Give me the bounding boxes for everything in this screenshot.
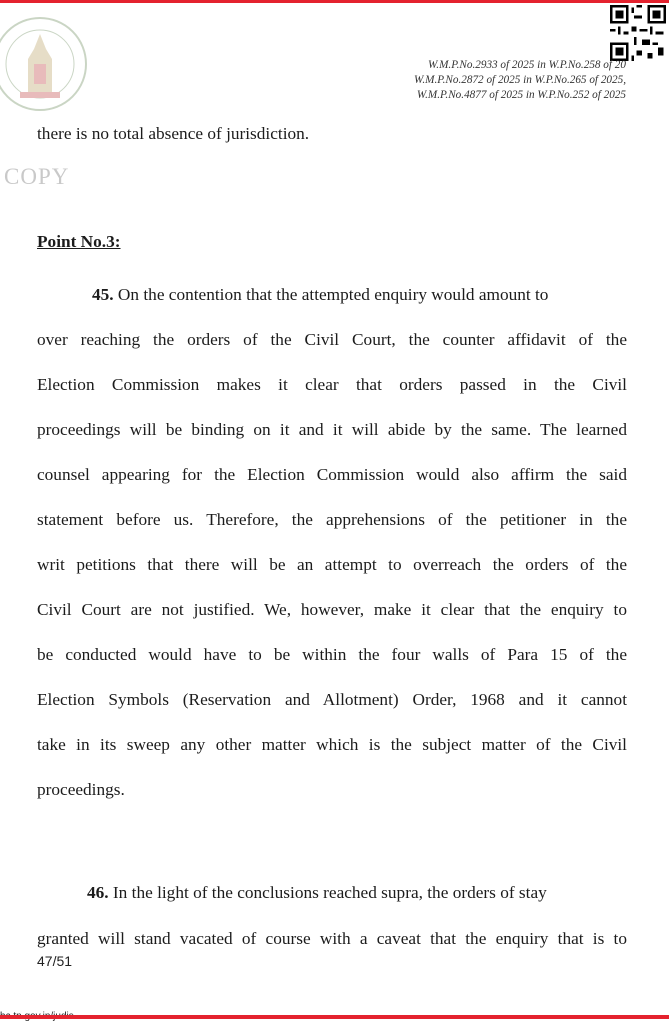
para-45-line: counsel appearing for the Election Commission would also affirm the said: [37, 465, 627, 484]
case-references: [340, 58, 626, 103]
para-45-line: over reaching the orders of the Civil Court, the counter affidavit of the: [37, 330, 627, 349]
para-45-line: Election Commission makes it clear that orders passed in the Civil: [37, 375, 627, 394]
bottom-border: [0, 1015, 669, 1019]
para-45-line: writ petitions that there will be an attempt to overreach the orders of the: [37, 555, 627, 574]
case-ref-line: W.M.P.No.4877 of 2025 in W.P.No.252 of 2025: [416, 89, 626, 101]
para-45-line: Election Symbols (Reservation and Allotment) Order, 1968 and it cannot: [37, 690, 627, 709]
para-45-number: 45.: [92, 285, 114, 304]
para-45-line: statement before us. Therefore, the apprehensions of the petitioner in the: [37, 510, 627, 529]
para-45-line: Civil Court are not justified. We, however, make it clear that the enquiry to: [37, 600, 627, 619]
para-45-line: take in its sweep any other matter which is the subject matter of the Civil: [37, 735, 627, 754]
para-46-line: granted will stand vacated of course with a caveat that the enquiry that is to: [37, 929, 627, 948]
para-45-first-text: On the contention that the attempted enquiry would amount to: [113, 285, 549, 304]
case-ref-line: W.M.P.No.2933 of 2025 in W.P.No.258 of 20: [428, 59, 626, 71]
qr-code-icon: [610, 5, 666, 61]
para-45-line: proceedings will be binding on it and it will abide by the same. The learned: [37, 420, 627, 439]
para-46-number: 46.: [87, 883, 109, 902]
para-45-last-line: proceedings.: [37, 780, 125, 799]
top-border: [0, 0, 669, 3]
point-heading: Point No.3:: [37, 232, 121, 251]
page-number: 47/51: [37, 953, 73, 969]
para-46-first-line: [87, 883, 627, 903]
para-46-first-text: In the light of the conclusions reached supra, the orders of stay: [108, 883, 547, 902]
copy-watermark: COPY: [4, 164, 70, 189]
para-45-first-line: [92, 285, 627, 305]
case-ref-line: W.M.P.No.2872 of 2025 in W.P.No.265 of 2025,: [414, 74, 626, 86]
carryover-text: there is no total absence of jurisdiction.: [37, 124, 310, 143]
para-45-line: be conducted would have to be within the four walls of Para 15 of the: [37, 645, 627, 664]
